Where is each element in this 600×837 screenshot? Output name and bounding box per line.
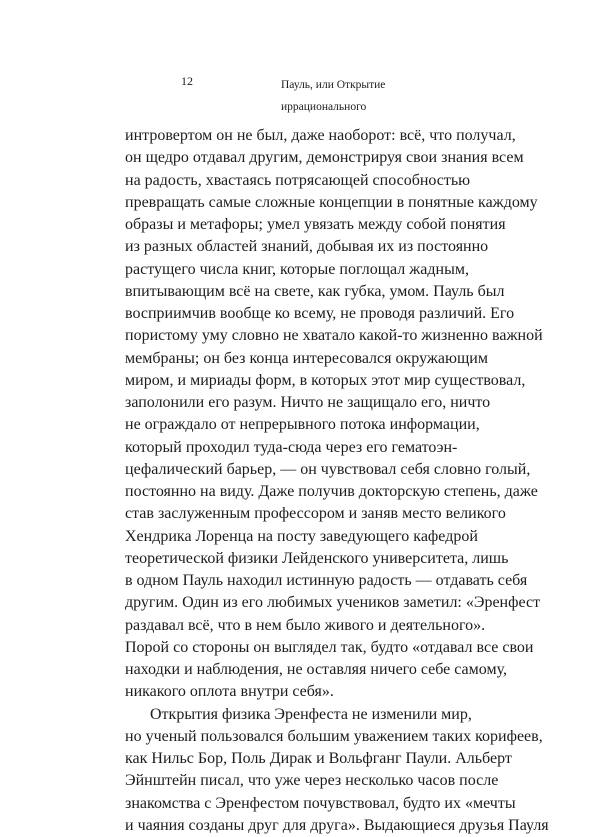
running-head-line-1: Пауль, или Открытие [281, 79, 386, 91]
text-line: находки и наблюдения, не оставляя ничего себе самому, [125, 661, 507, 678]
text-line: Эйнштейн писал, что уже через несколько часов после [125, 772, 499, 790]
text-line: на радость, хвастаясь потрясающей способностью [125, 171, 471, 189]
text-line: образы и метафоры; умел увязать между собой понятия [125, 216, 506, 233]
text-line: Хендрика Лоренца на посту заведующего кафедрой [125, 527, 478, 545]
text-line: пористому уму словно не хватало какой-то жизненно важной [125, 327, 543, 345]
text-line: другим. Один из его любимых учеников заметил: «Эренфест [125, 594, 541, 612]
text-line: который проходил туда-сюда через его гематоэн- [125, 438, 458, 456]
text-line: миром, и мириады форм, в которых этот мир существовал, [125, 371, 526, 389]
text-line: цефалический барьер, — он чувствовал себя словно голый, [125, 460, 531, 478]
text-line: и чаяния созданы друг для друга». Выдающиеся друзья Пауля [125, 816, 549, 834]
text-line: Порой со стороны он выглядел так, будто «отдавал все свои [125, 638, 534, 656]
text-line: мембраны; он без конца интересовался окружающим [125, 349, 488, 367]
paragraph-first-line: Открытия физика Эренфеста не изменили мир, [150, 705, 472, 723]
body-text [125, 125, 595, 837]
text-line: не ограждало от непрерывного потока информации, [125, 416, 480, 434]
page-number: 12 [181, 74, 193, 88]
text-line: он щедро отдавал другим, демонстрируя свои знания всем [125, 149, 524, 167]
text-line: из разных областей знаний, добывая их из постоянно [125, 238, 489, 256]
text-line: постоянно на виду. Даже получив докторскую степень, даже [125, 483, 538, 500]
text-line: превращать самые сложные концепции в понятные каждому [125, 193, 538, 211]
running-head [281, 74, 481, 118]
text-line: растущего числа книг, которые поглощал жадным, [125, 260, 469, 278]
text-line: теоретической физики Лейденского университета, лишь [125, 549, 509, 567]
text-line: в одном Пауль находил истинную радость — отдавать себя [125, 572, 528, 589]
text-line: раздавал всё, что в нем было живого и деятельного». [125, 616, 486, 634]
text-line: но ученый пользовался большим уважением таких корифеев, [125, 727, 543, 745]
text-line: став заслуженным профессором и заняв место великого [125, 505, 506, 523]
text-line: знакомства с Эренфестом почувствовал, будто их «мечты [125, 794, 516, 812]
text-line: как Нильс Бор, Поль Дирак и Вольфганг Паули. Альберт [125, 750, 512, 767]
text-line: заполонили его разум. Ничто не защищало его, ничто [125, 394, 491, 411]
text-line: восприимчив вообще ко всему, не проводя различий. Его [125, 305, 515, 322]
running-head-line-2: иррационального [281, 101, 367, 113]
text-line: интровертом он не был, даже наоборот: всё, что получал, [125, 127, 516, 144]
text-line: никакого оплота внутри себя». [125, 683, 334, 701]
text-line: впитывающим всё на свете, как губка, умом. Пауль был [125, 282, 505, 300]
